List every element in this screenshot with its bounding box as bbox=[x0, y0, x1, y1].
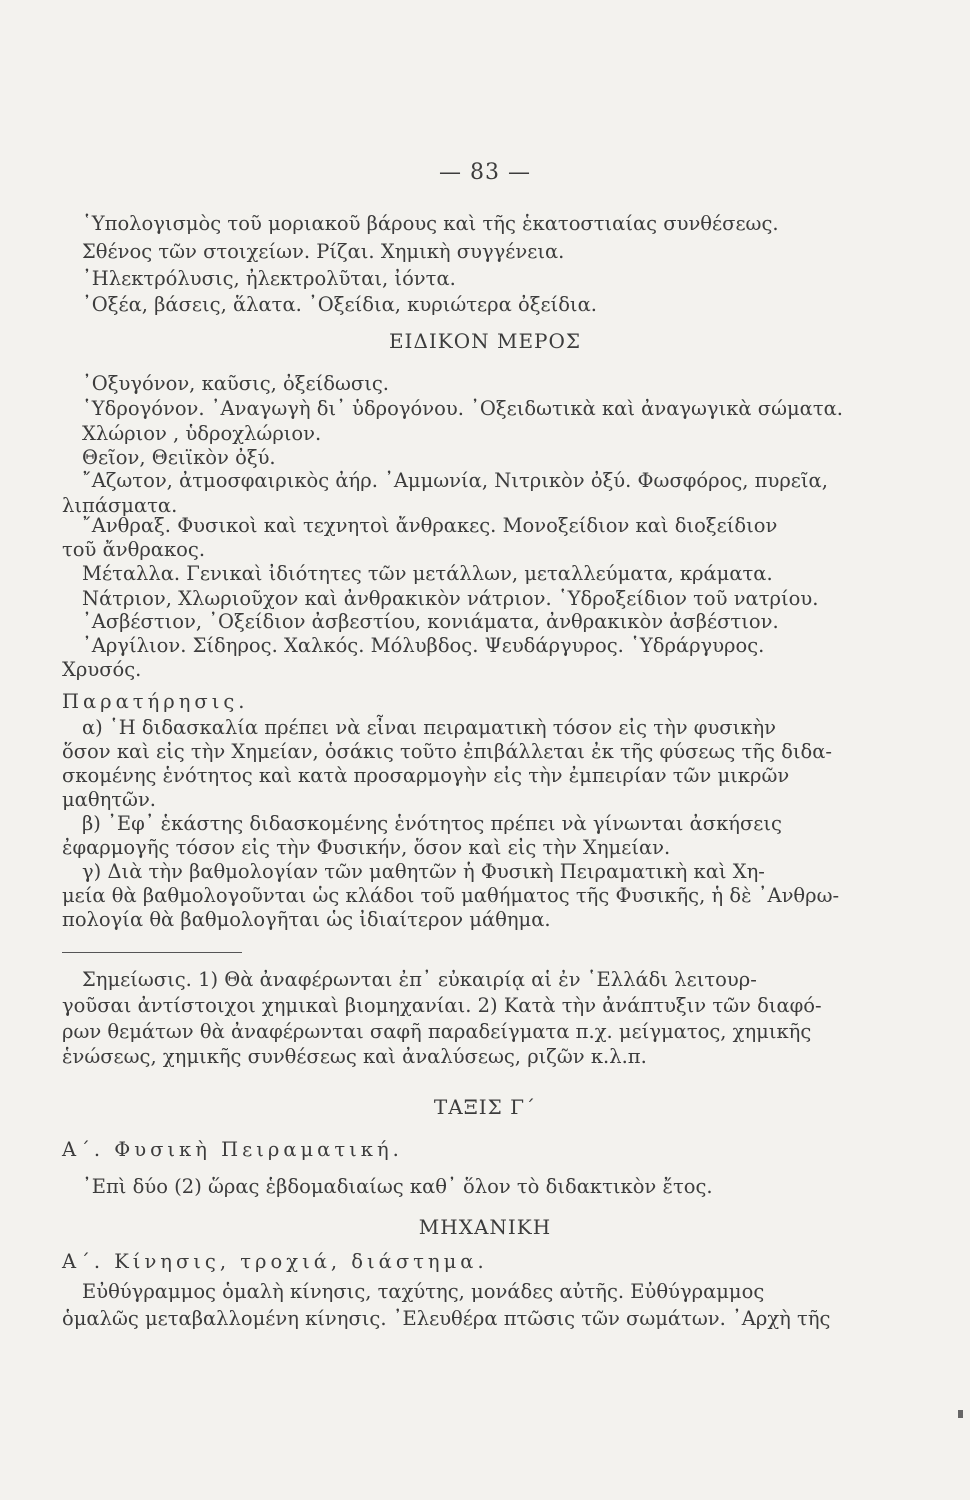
text-line: ᾿Ασβέστιον, ᾿Οξείδιον ἀσβεστίου, κονιάματα, ἀνθρακικὸν ἀσβέστιον. bbox=[82, 610, 779, 633]
remark-heading: Παρατήρησις. bbox=[62, 690, 249, 713]
text-line: ῾Υπολογισμὸς τοῦ μοριακοῦ βάρους καὶ τῆς ἑκατοστιαίας συνθέσεως. bbox=[82, 212, 779, 235]
page-speck bbox=[958, 1410, 963, 1418]
text-line: Χρυσός. bbox=[62, 658, 142, 681]
text-line: ῾Υδρογόνον. ᾿Αναγωγὴ δι᾿ ὑδρογόνου. ᾿Οξειδωτικὰ καὶ ἀναγωγικὰ σώματα. bbox=[82, 397, 843, 420]
text-line: ᾿Οξέα, βάσεις, ἅλατα. ᾿Οξείδια, κυριώτερα ὀξείδια. bbox=[82, 293, 597, 316]
text-line: α) ῾Η διδασκαλία πρέπει νὰ εἶναι πειραματικὴ τόσον εἰς τὴν φυσικὴν bbox=[82, 716, 776, 739]
text-line: μαθητῶν. bbox=[62, 788, 157, 811]
text-line: Νάτριον, Χλωριοῦχον καὶ ἀνθρακικὸν νάτριον. ῾Υδροξείδιον τοῦ νατρίου. bbox=[82, 587, 819, 610]
text-line: λιπάσματα. bbox=[62, 494, 178, 517]
text-line: πολογία θὰ βαθμολογῆται ὡς ἰδιαίτερον μάθημα. bbox=[62, 908, 551, 931]
text-line: ῎Αζωτον, ἀτμοσφαιρικὸς ἀήρ. ᾿Αμμωνία, Νιτρικὸν ὀξύ. Φωσφόρος, πυρεῖα, bbox=[82, 469, 828, 492]
text-line: μεία θὰ βαθμολογοῦνται ὡς κλάδοι τοῦ μαθήματος τῆς Φυσικῆς, ἡ δὲ ᾿Ανθρω- bbox=[62, 884, 840, 907]
text-line: ἐφαρμογῆς τόσον εἰς τὴν Φυσικήν, ὅσον καὶ εἰς τὴν Χημείαν. bbox=[62, 836, 671, 859]
text-line: ᾿Επὶ δύο (2) ὥρας ἑβδομαδιαίως καθ᾿ ὅλον τὸ διδακτικὸν ἔτος. bbox=[82, 1175, 713, 1198]
text-line: ὅσον καὶ εἰς τὴν Χημείαν, ὁσάκις τοῦτο ἐπιβάλλεται ἐκ τῆς φύσεως τῆς διδα- bbox=[62, 740, 832, 763]
text-line: ᾿Αργίλιον. Σίδηρος. Χαλκός. Μόλυβδος. Ψευδάργυρος. ῾Υδράργυρος. bbox=[82, 634, 765, 657]
text-line: τοῦ ἄνθρακος. bbox=[62, 538, 206, 561]
text-line: Θεῖον, Θειϊκὸν ὀξύ. bbox=[82, 446, 276, 469]
text-line: γ) Διὰ τὴν βαθμολογίαν τῶν μαθητῶν ἡ Φυσικὴ Πειραματικὴ καὶ Χη- bbox=[82, 860, 765, 883]
footnote-divider bbox=[62, 952, 242, 953]
note-line: γοῦσαι ἀντίστοιχοι χημικαὶ βιομηχανίαι. 2) Κατὰ τὴν ἀνάπτυξιν τῶν διαφό- bbox=[62, 994, 822, 1017]
chapter-heading: Α΄. Κίνησις, τροχιά, διάστημα. bbox=[62, 1250, 488, 1273]
text-line: Μέταλλα. Γενικαὶ ἰδιότητες τῶν μετάλλων, μεταλλεύματα, κράματα. bbox=[82, 562, 773, 585]
section-heading: ΜΗΧΑΝΙΚΗ bbox=[418, 1215, 552, 1239]
subject-heading: Α΄. Φυσικὴ Πειραματική. bbox=[62, 1138, 403, 1161]
text-line: Εὐθύγραμμος ὁμαλὴ κίνησις, ταχύτης, μονάδες αὐτῆς. Εὐθύγραμμος bbox=[82, 1280, 765, 1303]
class-heading: ΤΑΞΙΣ Γ΄ bbox=[433, 1095, 537, 1119]
text-line: Σθένος τῶν στοιχείων. Ρίζαι. Χημικὴ συγγένεια. bbox=[82, 240, 565, 263]
note-line: ρων θεμάτων θὰ ἀναφέρωνται σαφῆ παραδείγματα π.χ. μείγματος, χημικῆς bbox=[62, 1020, 812, 1043]
text-line: ὁμαλῶς μεταβαλλομένη κίνησις. ᾿Ελευθέρα πτῶσις τῶν σωμάτων. ᾿Αρχὴ τῆς bbox=[62, 1307, 831, 1330]
text-line: ᾿Οξυγόνον, καῦσις, ὀξείδωσις. bbox=[82, 372, 390, 395]
text-line: Χλώριον , ὑδροχλώριον. bbox=[82, 422, 322, 445]
text-line: β) ᾿Εφ᾿ ἑκάστης διδασκομένης ἑνότητος πρέπει νὰ γίνωνται ἀσκήσεις bbox=[82, 812, 782, 835]
note-line: ἑνώσεως, χημικῆς συνθέσεως καὶ ἀναλύσεως, ριζῶν κ.λ.π. bbox=[62, 1045, 647, 1068]
section-heading: ΕΙΔΙΚΟΝ ΜΕΡΟΣ bbox=[388, 329, 582, 353]
text-line: σκομένης ἑνότητος καὶ κατὰ προσαρμογὴν εἰς τὴν ἐμπειρίαν τῶν μικρῶν bbox=[62, 764, 790, 787]
note-line: Σημείωσις. 1) Θὰ ἀναφέρωνται ἐπ᾿ εὐκαιρίᾳ αἱ ἐν ῾Ελλάδι λειτουρ- bbox=[82, 968, 757, 991]
page-number: — 83 — bbox=[439, 160, 531, 185]
text-line: ᾿Ηλεκτρόλυσις, ἠλεκτρολῦται, ἰόντα. bbox=[82, 267, 456, 290]
text-line: ῎Ανθραξ. Φυσικοὶ καὶ τεχνητοὶ ἄνθρακες. Μονοξείδιον καὶ διοξείδιον bbox=[82, 514, 778, 537]
